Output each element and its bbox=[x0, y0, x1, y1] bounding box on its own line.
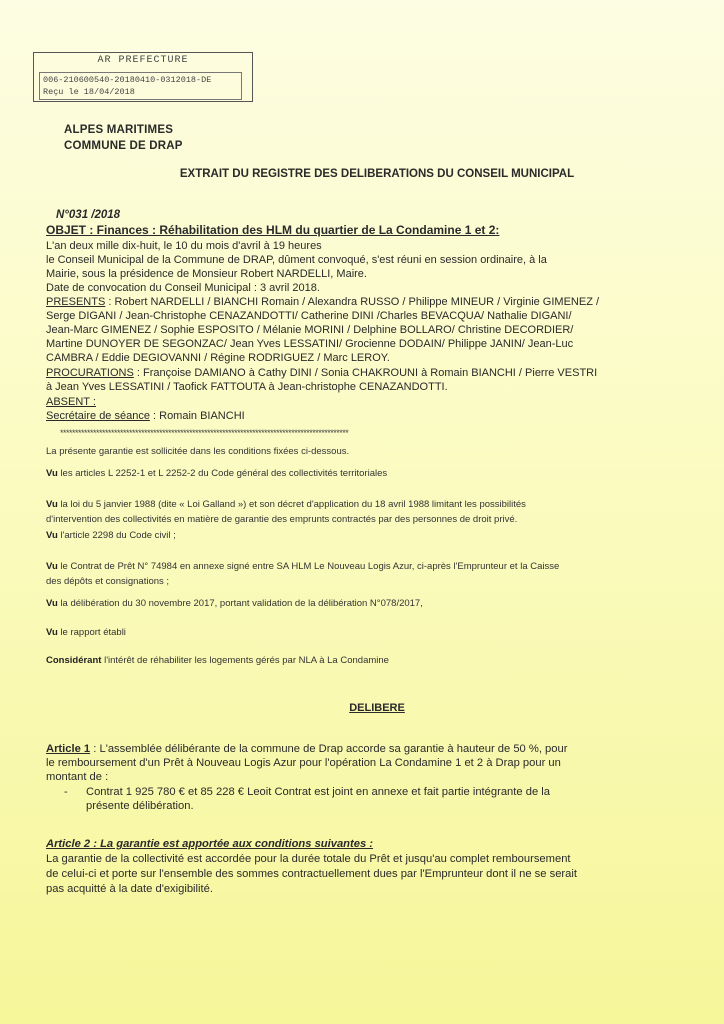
header-region: ALPES MARITIMES bbox=[64, 124, 174, 136]
vu-line-6: Vu le rapport établi bbox=[46, 627, 126, 638]
considerant-line: Considérant l'intérêt de réhabiliter les logements gérés par NLA à La Condamine bbox=[46, 655, 389, 666]
absent-label: ABSENT : bbox=[46, 396, 96, 408]
prefecture-stamp bbox=[33, 52, 253, 102]
article2-line-3: pas acquitté à la date d'exigibilité. bbox=[46, 883, 213, 895]
presents-label: PRESENTS bbox=[46, 296, 106, 308]
article1-bullet-line-2: présente délibération. bbox=[86, 800, 194, 812]
intro-line-4: Date de convocation du Conseil Municipal : 3 avril 2018. bbox=[46, 282, 320, 294]
presents-line-2: Serge DIGANI / Jean-Christophe CENAZANDOTTI/ Catherine DINI /Charles BEVACQUA/ Nathalie DIGANI/ bbox=[46, 310, 572, 322]
procurations-label: PROCURATIONS bbox=[46, 367, 134, 379]
presents-line-1: PRESENTS : Robert NARDELLI / BIANCHI Romain / Alexandra RUSSO / Philippe MINEUR / Virginie GIMENEZ / bbox=[46, 296, 600, 308]
separator-stars: ************************************************************************************************ bbox=[60, 428, 349, 438]
deliberation-number: N°031 /2018 bbox=[56, 209, 121, 221]
vu-line-4a: Vu le Contrat de Prêt N° 74984 en annexe signé entre SA HLM Le Nouveau Logis Azur, ci-après l'Emprunteur et la Caisse bbox=[46, 561, 560, 572]
presents-line-3: Jean-Marc GIMENEZ / Sophie ESPOSITO / Mélanie MORINI / Delphine BOLLARO/ Christine DECORDIER/ bbox=[46, 324, 574, 336]
intro-paragraph: La présente garantie est sollicitée dans les conditions fixées ci-dessous. bbox=[46, 446, 350, 457]
vu-line-2b: d'intervention des collectivités en matière de garantie des emprunts contractés par des personnes de droit privé. bbox=[46, 514, 518, 525]
procurations-line-2: à Jean Yves LESSATINI / Taofick FATTOUTA à Jean-christophe CENAZANDOTTI. bbox=[46, 381, 448, 393]
article1-line-3: montant de : bbox=[46, 771, 109, 783]
stamp-title: AR PREFECTURE bbox=[97, 55, 189, 66]
intro-line-3: Mairie, sous la présidence de Monsieur Robert NARDELLI, Maire. bbox=[46, 268, 367, 280]
vu-line-5: Vu la délibération du 30 novembre 2017, portant validation de la délibération N°078/2017, bbox=[46, 598, 423, 609]
document-title: EXTRAIT DU REGISTRE DES DELIBERATIONS DU CONSEIL MUNICIPAL bbox=[179, 168, 575, 180]
article1-bullet-dash: - bbox=[64, 786, 68, 798]
vu-line-2a: Vu la loi du 5 janvier 1988 (dite « Loi Galland ») et son décret d'application du 18 avril 1988 limitant les possibilités bbox=[46, 499, 526, 510]
article2-heading: Article 2 : La garantie est apportée aux conditions suivantes : bbox=[46, 838, 374, 850]
article1-label: Article 1 bbox=[46, 743, 91, 755]
article1-line-1: Article 1 : L'assemblée délibérante de la commune de Drap accorde sa garantie à hauteur de 50 %, pour bbox=[46, 743, 568, 755]
intro-line-2: le Conseil Municipal de la Commune de DRAP, dûment convoqué, s'est réuni en session ordinaire, à la bbox=[46, 254, 547, 266]
stamp-inner-box bbox=[39, 72, 242, 100]
intro-line-1: L'an deux mille dix-huit, le 10 du mois d'avril à 19 heures bbox=[46, 240, 322, 252]
article2-line-1: La garantie de la collectivité est accordée pour la durée totale du Prêt et jusqu'au complet remboursement bbox=[46, 853, 571, 865]
article2-line-2: de celui-ci et porte sur l'ensemble des sommes contractuellement dues par l'Emprunteur dont il ne se serait bbox=[46, 868, 577, 880]
vu-line-3: Vu l'article 2298 du Code civil ; bbox=[46, 530, 176, 541]
secretaire-value: : Romain BIANCHI bbox=[149, 410, 245, 422]
secretaire-line bbox=[46, 410, 245, 423]
presents-line-4: Martine DUNOYER DE SEGONZAC/ Jean Yves LESSATINI/ Grocienne DODAIN/ Philippe JANIN/ Jean-Luc bbox=[46, 338, 574, 350]
article1-line-2: le remboursement d'un Prêt à Nouveau Logis Azur pour l'opération La Condamine 1 et 2 à Drap pour un bbox=[46, 757, 561, 769]
header-commune: COMMUNE DE DRAP bbox=[64, 140, 183, 152]
stamp-reference: 006-210600540-20180410-0312018-DE bbox=[43, 75, 212, 85]
delibere-heading: DELIBERE bbox=[349, 702, 405, 714]
secretaire-label: Secrétaire de séance bbox=[46, 410, 150, 422]
presents-line-5: CAMBRA / Eddie DEGIOVANNI / Régine RODRIGUEZ / Marc LEROY. bbox=[46, 352, 390, 364]
article1-bullet-line-1: Contrat 1 925 780 € et 85 228 € Leoit Contrat est joint en annexe et fait partie intégrante de la bbox=[86, 786, 550, 798]
vu-line-1: Vu les articles L 2252-1 et L 2252-2 du Code général des collectivités territoriales bbox=[46, 468, 388, 479]
stamp-received-date: Reçu le 18/04/2018 bbox=[43, 87, 135, 97]
objet-line: OBJET : Finances : Réhabilitation des HLM du quartier de La Condamine 1 et 2: bbox=[46, 223, 500, 237]
vu-line-4b: des dépôts et consignations ; bbox=[46, 576, 170, 587]
procurations-line-1: PROCURATIONS : Françoise DAMIANO à Cathy DINI / Sonia CHAKROUNI à Romain BIANCHI / Pierre VESTRI bbox=[46, 367, 598, 379]
